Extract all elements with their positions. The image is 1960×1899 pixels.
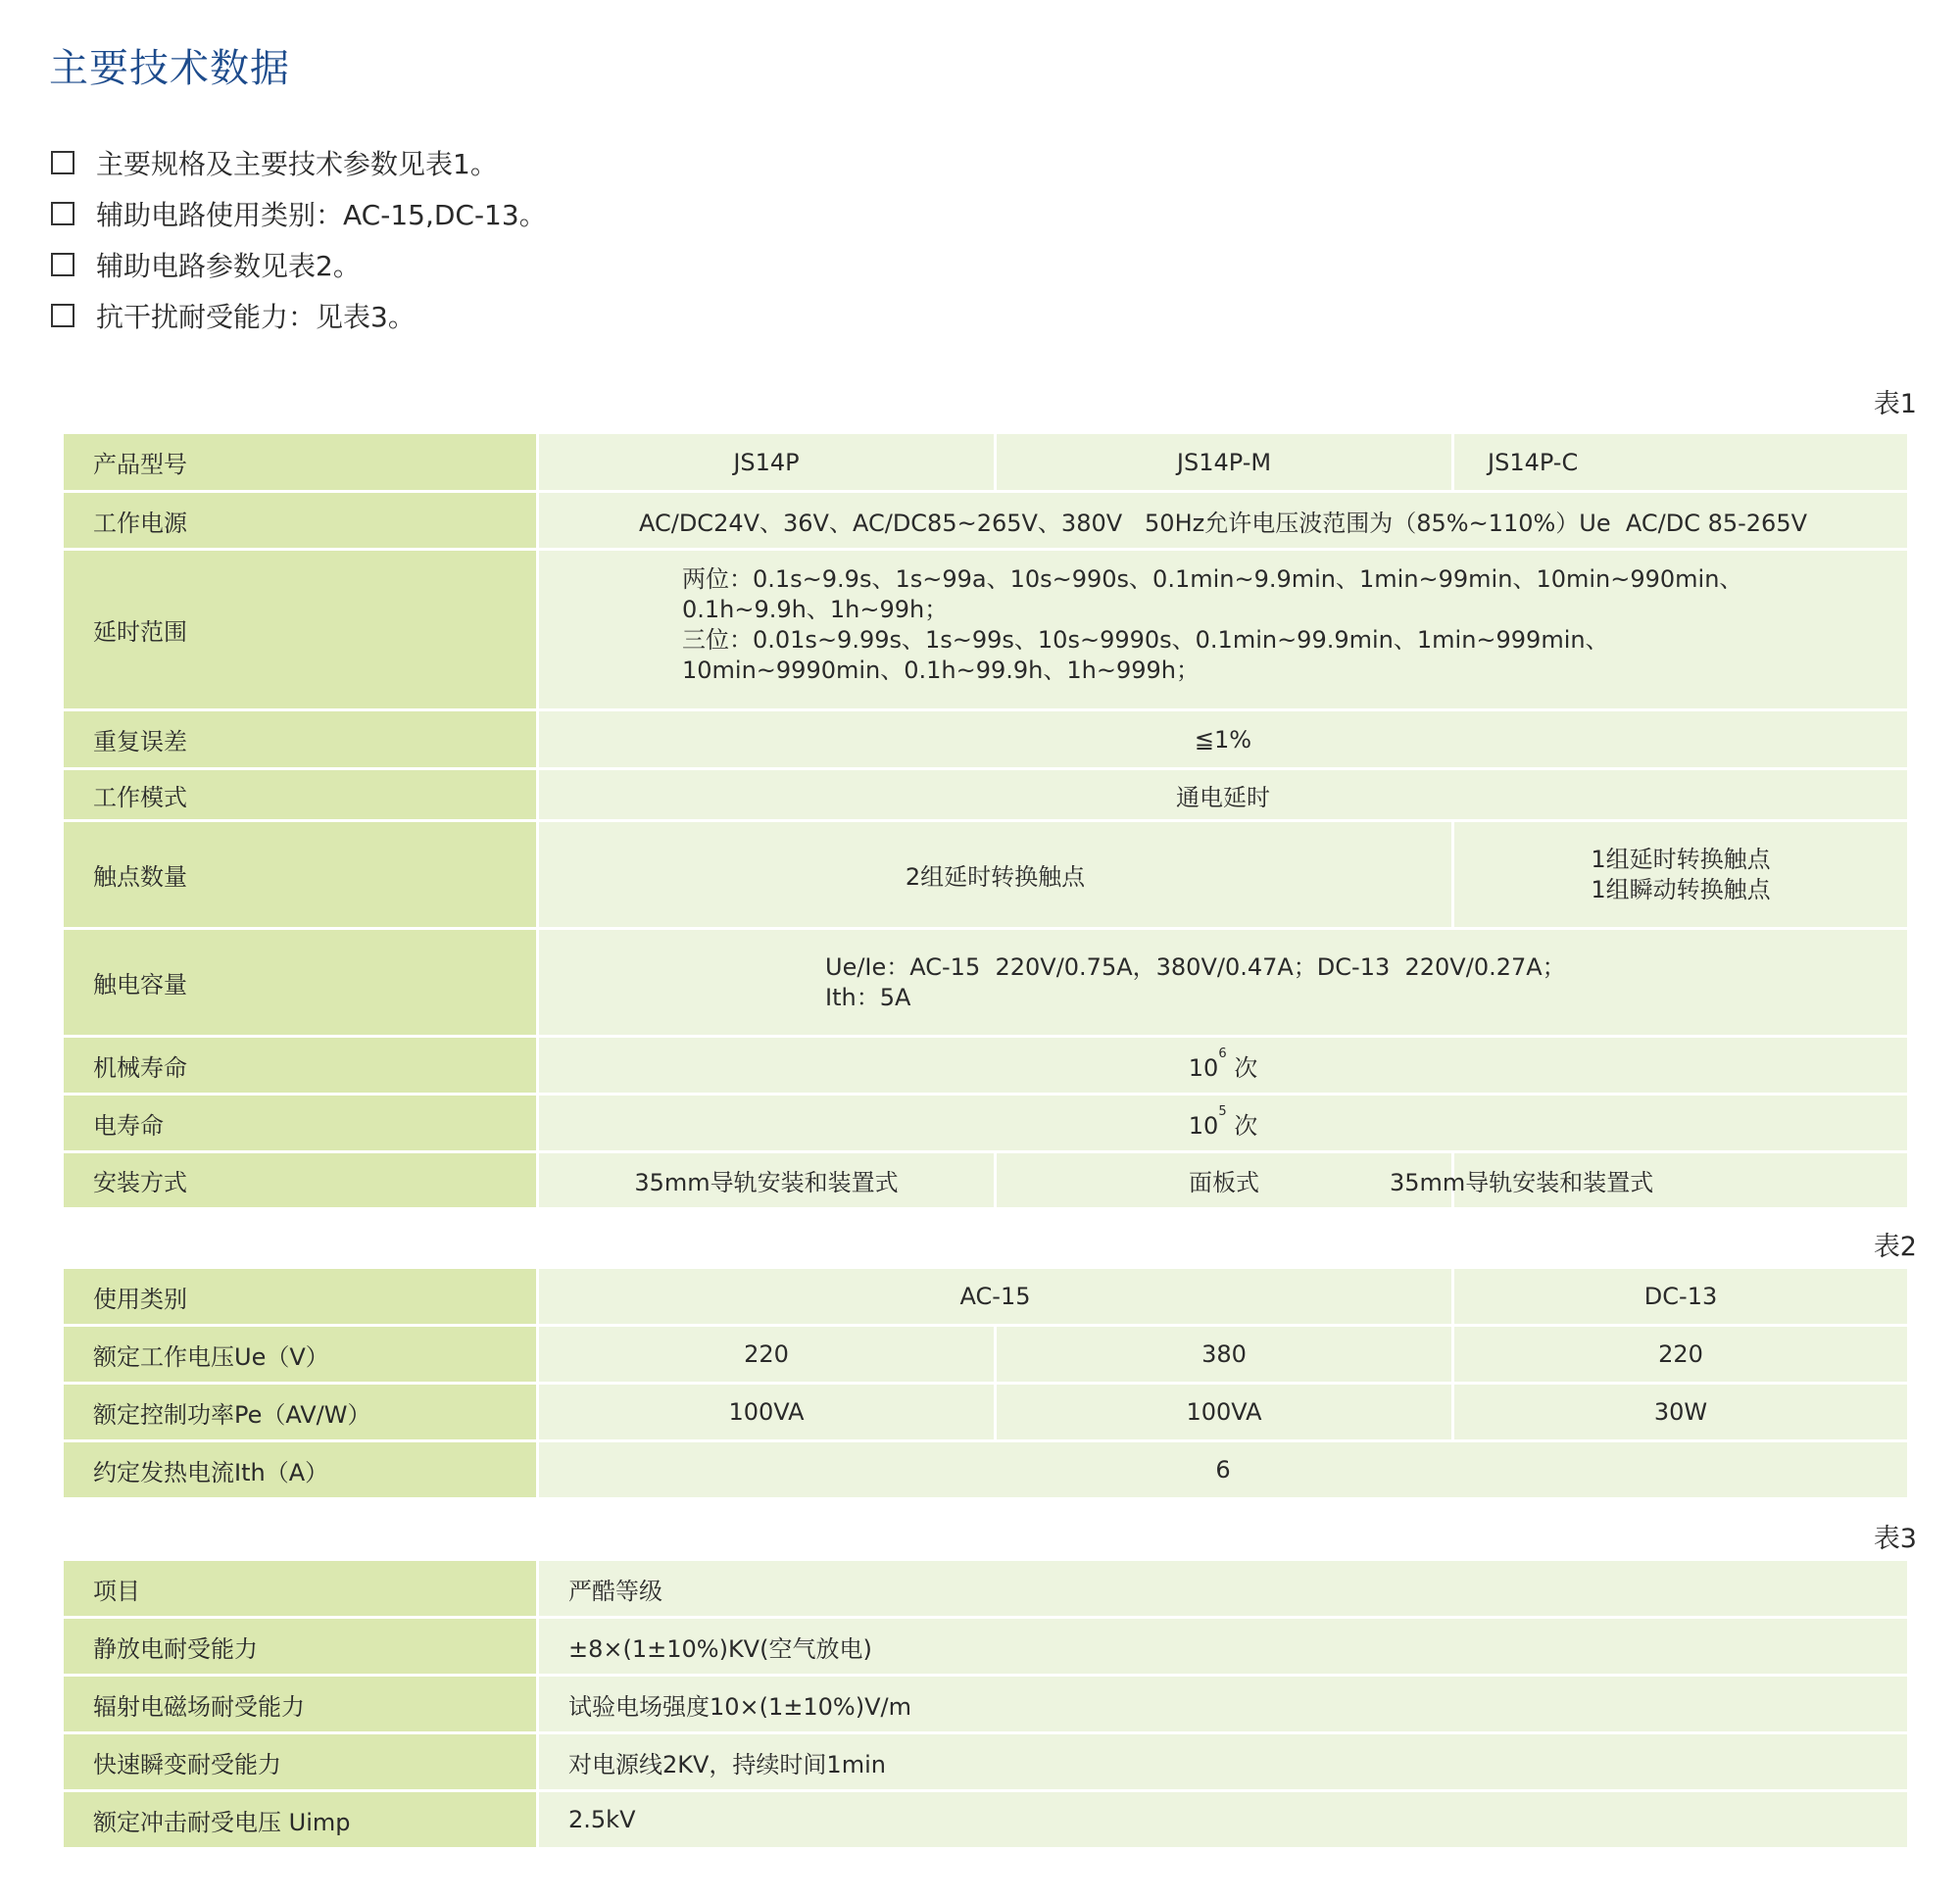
table1-specs: [61, 431, 1910, 1210]
cell: 380: [996, 1326, 1453, 1384]
cell-model-2: JS14P-M: [996, 433, 1453, 492]
cell-ac15: AC-15: [538, 1268, 1453, 1326]
life-base: 10: [1188, 1053, 1219, 1082]
cell-mode: 通电延时: [538, 769, 1909, 821]
table1-caption: 表1: [1873, 389, 1917, 419]
cell: 100VA: [996, 1384, 1453, 1441]
page-title: 主要技术数据: [49, 46, 290, 91]
cell: 试验电场强度10×(1±10%)V/m: [538, 1676, 1909, 1733]
row-label: 延时范围: [63, 550, 538, 710]
bullet-text: 辅助电路使用类别：AC-15,DC-13。: [96, 199, 547, 231]
row-label: 触点数量: [63, 821, 538, 929]
life-base: 10: [1188, 1111, 1219, 1140]
table-row: [63, 1791, 1909, 1849]
table-row-contacts: [63, 821, 1909, 929]
life-unit: 次: [1226, 1053, 1258, 1082]
bullet-item: [51, 137, 547, 188]
table-row: [63, 1618, 1909, 1676]
cell-capacity: [538, 929, 1909, 1037]
delay-line: 三位：0.01s~9.99s、1s~99s、10s~9990s、0.1min~99.9min、1min~999min、: [682, 626, 1609, 654]
cell-delay: [538, 550, 1909, 710]
row-label: 工作电源: [63, 492, 538, 550]
row-label: 工作模式: [63, 769, 538, 821]
bullet-text: 抗干扰耐受能力：见表3。: [96, 301, 416, 333]
life-unit: 次: [1226, 1111, 1258, 1140]
cell-repeat-error: ≦1%: [538, 710, 1909, 769]
delay-line: 0.1h~9.9h、1h~99h；: [682, 596, 949, 623]
row-label: 额定冲击耐受电压 Uimp: [63, 1791, 538, 1849]
row-label: 使用类别: [63, 1268, 538, 1326]
cell-mech-life: [538, 1037, 1909, 1095]
table-row: [63, 1560, 1909, 1618]
table-row: [63, 1441, 1909, 1499]
checkbox-icon: [51, 202, 74, 225]
table-row-power: [63, 492, 1909, 550]
row-label: 项目: [63, 1560, 538, 1618]
cell-contacts-c: [1453, 821, 1909, 929]
mounting-text: 35mm导轨安装和装置式: [1390, 1169, 1654, 1196]
cell: 对电源线2KV，持续时间1min: [538, 1733, 1909, 1791]
row-label: 重复误差: [63, 710, 538, 769]
life-exponent: 5: [1218, 1103, 1227, 1119]
cell: 严酷等级: [538, 1560, 1909, 1618]
table3-emc: [61, 1558, 1910, 1850]
table-row-mounting: [63, 1152, 1909, 1209]
bullet-item: [51, 239, 547, 290]
cell: ±8×(1±10%)KV(空气放电): [538, 1618, 1909, 1676]
checkbox-icon: [51, 253, 74, 276]
cell: 30W: [1453, 1384, 1909, 1441]
row-label: 安装方式: [63, 1152, 538, 1209]
cell-dc13: DC-13: [1453, 1268, 1909, 1326]
row-label: 辐射电磁场耐受能力: [63, 1676, 538, 1733]
table3-caption: 表3: [1873, 1524, 1917, 1554]
row-label: 机械寿命: [63, 1037, 538, 1095]
capacity-line: Ith：5A: [825, 983, 911, 1011]
bullet-list: [51, 137, 547, 341]
table2-caption: 表2: [1873, 1232, 1917, 1262]
cell: 2.5kV: [538, 1791, 1909, 1849]
row-label: 快速瞬变耐受能力: [63, 1733, 538, 1791]
capacity-line: Ue/Ie：AC-15 220V/0.75A，380V/0.47A；DC-13 220V/0.27A；: [825, 952, 1566, 981]
delay-line: 两位：0.1s~9.9s、1s~99a、10s~990s、0.1min~9.9min、1min~99min、10min~990min、: [682, 565, 1743, 593]
bullet-item: [51, 290, 547, 341]
table-row-capacity: [63, 929, 1909, 1037]
row-label: 触电容量: [63, 929, 538, 1037]
cell-mounting-3: [1390, 1152, 1909, 1209]
table-row-model: [63, 433, 1909, 492]
row-label: 静放电耐受能力: [63, 1618, 538, 1676]
cell-model-1: JS14P: [538, 433, 996, 492]
row-label: 额定工作电压Ue（V）: [63, 1326, 538, 1384]
cell: 100VA: [538, 1384, 996, 1441]
table-row: [63, 1733, 1909, 1791]
bullet-item: [51, 188, 547, 239]
row-label: 约定发热电流Ith（A）: [63, 1441, 538, 1499]
table-row: [63, 1384, 1909, 1441]
table-row-mech-life: [63, 1037, 1909, 1095]
cell-contacts-main: 2组延时转换触点: [538, 821, 1453, 929]
life-exponent: 6: [1218, 1046, 1227, 1061]
bullet-text: 辅助电路参数见表2。: [96, 250, 361, 282]
contacts-line: 1组延时转换触点: [1591, 845, 1771, 873]
cell: 220: [538, 1326, 996, 1384]
delay-line: 10min~9990min、0.1h~99.9h、1h~999h；: [682, 657, 1200, 684]
table-row-elec-life: [63, 1095, 1909, 1152]
row-label: 产品型号: [63, 433, 538, 492]
cell: 220: [1453, 1326, 1909, 1384]
cell-mounting-2: 面板式: [996, 1152, 1453, 1209]
checkbox-icon: [51, 151, 74, 174]
cell-power: AC/DC24V、36V、AC/DC85~265V、380V 50Hz允许电压波范围为（85%~110%）Ue AC/DC 85-265V: [538, 492, 1909, 550]
table-row: [63, 1268, 1909, 1326]
cell: 6: [538, 1441, 1909, 1499]
bullet-text: 主要规格及主要技术参数见表1。: [96, 148, 498, 180]
cell-mounting-1: 35mm导轨安装和装置式: [538, 1152, 996, 1209]
row-label: 电寿命: [63, 1095, 538, 1152]
contacts-line: 1组瞬动转换触点: [1591, 875, 1771, 903]
row-label: 额定控制功率Pe（AV/W）: [63, 1384, 538, 1441]
table-row: [63, 1676, 1909, 1733]
table-row-delay: [63, 550, 1909, 710]
cell-model-3: JS14P-C: [1453, 433, 1909, 492]
table2-aux-circuit: [61, 1266, 1910, 1500]
table-row-repeat-error: [63, 710, 1909, 769]
checkbox-icon: [51, 304, 74, 327]
cell-elec-life: [538, 1095, 1909, 1152]
table-row-mode: [63, 769, 1909, 821]
table-row: [63, 1326, 1909, 1384]
